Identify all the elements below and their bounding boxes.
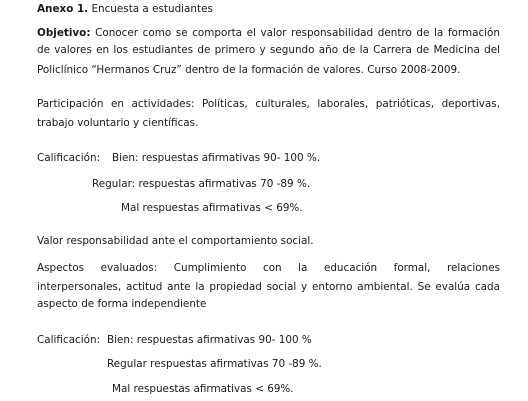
grading-1-bad: Mal respuestas afirmativas < 69%. [121,202,303,214]
participation-line-1: Participación en actividades: Políticas, culturales, laborales, patrióticas, deportivas, [37,98,500,110]
annex-heading [37,3,213,16]
annex-title: Encuesta a estudiantes [91,3,213,15]
value-statement: Valor responsabilidad ante el comportamiento social. [37,235,314,247]
objective-line-1 [37,27,500,40]
objective-text-1: Conocer como se comporta el valor responsabilidad dentro de la formación [95,27,500,39]
grading-2-bad: Mal respuestas afirmativas < 69%. [112,383,294,395]
objective-line-2: de valores en los estudiantes de primero y segundo año de la Carrera de Medicina del [37,44,500,56]
aspects-line-2: interpersonales, actitud ante la propiedad social y entorno ambiental. Se evalúa cada [37,281,500,293]
aspects-line-3: aspecto de forma independiente [37,298,207,310]
annex-label: Anexo 1. [37,3,89,15]
participation-line-2: trabajo voluntario y científicas. [37,117,199,129]
objective-line-3: Policlínico “Hermanos Cruz” dentro de la formación de valores. Curso 2008-2009. [37,64,461,76]
grading-2-regular: Regular respuestas afirmativas 70 -89 %. [107,358,322,370]
objective-label: Objetivo: [37,27,91,39]
grading-2-label: Calificación: [37,334,101,346]
grading-1-regular: Regular: respuestas afirmativas 70 -89 %. [92,178,311,190]
grading-1-good: Bien: respuestas afirmativas 90- 100 %. [112,152,321,164]
grading-1-label: Calificación: [37,152,101,164]
aspects-line-1: Aspectos evaluados: Cumplimiento con la educación formal, relaciones [37,262,500,274]
grading-2-good: Bien: respuestas afirmativas 90- 100 % [107,334,312,346]
